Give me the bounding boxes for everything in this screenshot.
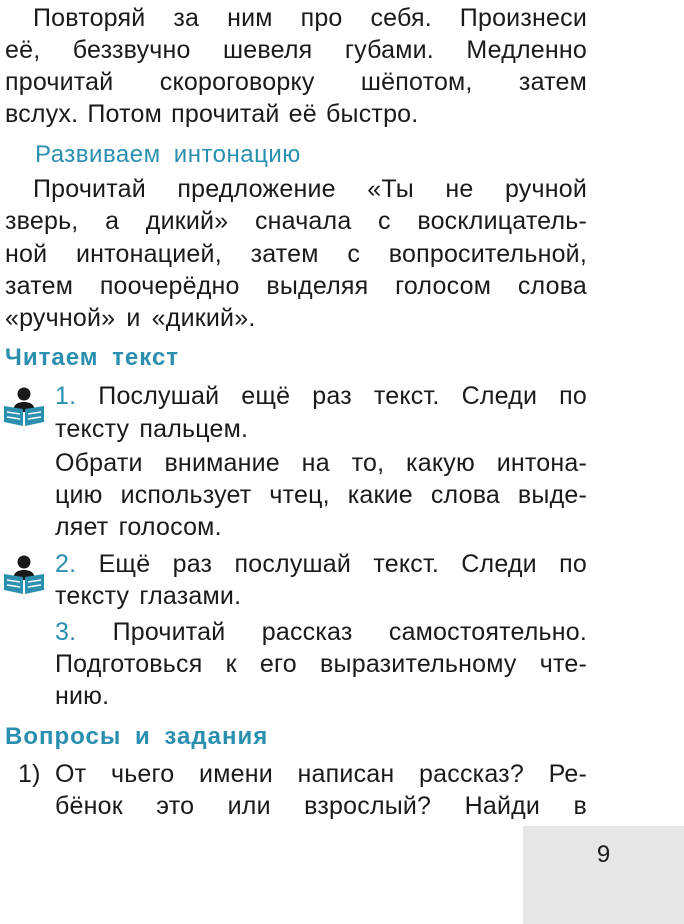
intonation-line-1: Прочитай предложение «Ты не ручной: [33, 175, 587, 203]
task-2-line-2: тексту глазами.: [55, 582, 242, 610]
reading-heading: Читаем текст: [5, 344, 180, 371]
task-2-text: Ещё раз послушай текст. Следи по: [98, 550, 587, 578]
page-number-box: [523, 826, 684, 924]
task-1-extra-line-2: цию использует чтец, какие слова выде-: [55, 481, 587, 509]
question-1-line-1: От чьего имени написан рассказ? Ре-: [55, 760, 587, 788]
task-1-number: 1.: [55, 382, 77, 410]
intonation-line-4: затем поочерёдно выделяя голосом слова: [5, 272, 587, 300]
task-1-line-2: тексту пальцем.: [55, 415, 249, 443]
task-1-extra-line-3: ляет голосом.: [55, 513, 222, 541]
question-1-line-2: бёнок это или взрослый? Найди в: [55, 792, 587, 820]
task-3-number: 3.: [55, 618, 77, 646]
intro-line-4: вслух. Потом прочитай её быстро.: [5, 100, 419, 128]
intonation-line-3: ной интонацией, затем с вопросительной,: [5, 240, 587, 268]
reader-listening-icon: [3, 554, 45, 594]
intonation-line-5: «ручной» и «дикий».: [5, 304, 256, 332]
intro-line-2: её, беззвучно шевеля губами. Медленно: [5, 36, 587, 64]
question-1-number: 1): [18, 760, 41, 788]
task-1-text: Послушай ещё раз текст. Следи по: [98, 382, 587, 410]
intro-line-3: прочитай скороговорку шёпотом, затем: [5, 68, 587, 96]
page-number: 9: [596, 841, 611, 868]
task-3-line-2: Подготовься к его выразительному чте-: [55, 650, 587, 678]
task-3-line-3: нию.: [55, 682, 110, 710]
reader-listening-icon: [3, 386, 45, 426]
questions-heading: Вопросы и задания: [5, 723, 269, 750]
task-3-line-1: [55, 616, 587, 648]
task-1-line-1: [55, 380, 587, 412]
task-3-text: Прочитай рассказ самостоятельно.: [112, 618, 587, 646]
intonation-line-2: зверь, а дикий» сначала с восклицатель-: [5, 207, 587, 235]
intro-line-1: Повторяй за ним про себя. Произнеси: [33, 4, 587, 32]
task-2-line-1: [55, 548, 587, 580]
intonation-heading: Развиваем интонацию: [35, 141, 301, 168]
task-1-extra-line-1: Обрати внимание на то, какую интона-: [55, 449, 587, 477]
task-2-number: 2.: [55, 550, 77, 578]
